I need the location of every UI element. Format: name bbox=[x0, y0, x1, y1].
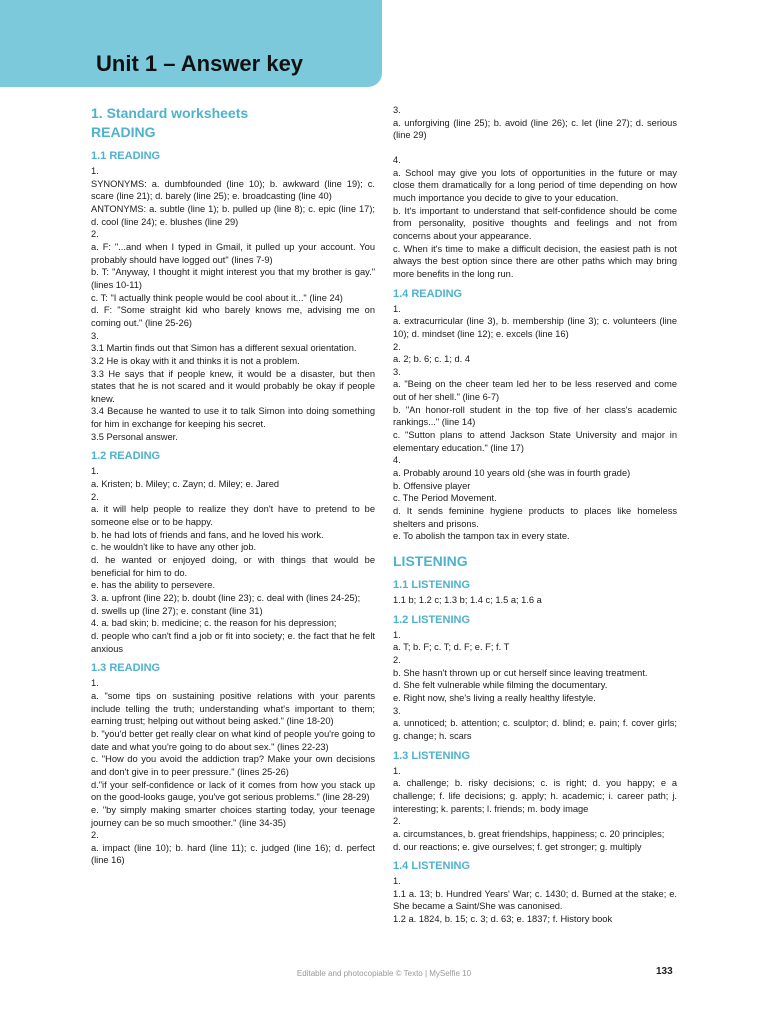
answer-line: a. 2; b. 6; c. 1; d. 4 bbox=[393, 354, 471, 365]
item-number: 3. bbox=[91, 330, 99, 341]
answer-line: b. Offensive player bbox=[393, 480, 471, 491]
answer-line: b. "you'd better get really clear on what kind of people you're going to date and what you're going to do about sex." (lines 22-23) bbox=[91, 728, 375, 752]
item-number: 1. bbox=[393, 629, 401, 640]
answer-synonyms: SYNONYMS: a. dumbfounded (line 10); b. awkward (line 19); c. scare (line 21); d. barely (line 25); e. broadcasting (line 40) bbox=[91, 178, 375, 202]
answer-line: c. "How do you avoid the addiction trap? Make your own decisions and don't give in to peer pressure." (lines 25-26) bbox=[91, 754, 375, 777]
answer-line: e. To abolish the tampon tax in every state. bbox=[393, 531, 570, 542]
item-number: 2. bbox=[91, 229, 99, 240]
answer-line: e. Right now, she's living a really healthy lifestyle. bbox=[393, 692, 596, 703]
answer-line: c. "Sutton plans to attend Jackson State University and major in elementary education." (line 17) bbox=[393, 430, 677, 453]
answer-line: a. circumstances, b. great friendships, happiness; c. 20 principles; bbox=[393, 828, 665, 839]
left-column bbox=[91, 104, 375, 867]
answer-line: c. The Period Movement. bbox=[393, 493, 497, 504]
item-number: 1. bbox=[91, 166, 99, 176]
item-number: 1. bbox=[393, 876, 401, 887]
answer-line: d. It sends feminine hygiene products to places like homeless shelters and prisons. bbox=[393, 506, 677, 529]
answer-antonyms: ANTONYMS: a. subtle (line 1); b. pulled up (line 8); c. epic (line 17); d. cool (line 24); e. blushes (line 29) bbox=[91, 203, 375, 227]
answer-line: 4. a. bad skin; b. medicine; c. the reason for his depression; bbox=[91, 618, 337, 629]
heading-1-3-listening: 1.3 LISTENING bbox=[393, 749, 471, 762]
item-number: 1. bbox=[91, 466, 99, 477]
page-number: 133 bbox=[656, 966, 673, 977]
answer-line: d. swells up (line 27); e. constant (line 31) bbox=[91, 605, 263, 616]
right-column bbox=[393, 104, 677, 926]
item-number: 1. bbox=[393, 765, 401, 776]
answer-line: 3.1 Martin finds out that Simon has a different sexual orientation. bbox=[91, 343, 357, 354]
answer-line: 3.2 He is okay with it and thinks it is not a problem. bbox=[91, 355, 300, 366]
answer-line: b. T: "Anyway, I thought it might interest you that my brother is gay." (lines 10-11) bbox=[91, 267, 375, 290]
item-number: 2. bbox=[393, 341, 401, 352]
heading-1-4-reading: 1.4 READING bbox=[393, 287, 463, 300]
heading-1-2-listening: 1.2 LISTENING bbox=[393, 613, 471, 626]
heading-1-1-listening: 1.1 LISTENING bbox=[393, 579, 471, 591]
answer-line: a. Probably around 10 years old (she was in fourth grade) bbox=[393, 468, 631, 479]
item-number: 2. bbox=[393, 654, 401, 665]
answer-line: d. She felt vulnerable while filming the documentary. bbox=[393, 680, 608, 691]
item-number: 3. bbox=[393, 366, 401, 377]
answer-line: a. unforgiving (line 25); b. avoid (line 26); c. let (line 27); d. serious (line 29) bbox=[393, 117, 677, 141]
answer-line: d. he wanted or enjoyed doing, or with things that would be beneficial for him to do. bbox=[91, 555, 375, 578]
answer-line: a. impact (line 10); b. hard (line 11); c. judged (line 16); d. perfect (line 16) bbox=[91, 842, 375, 866]
answer-line: 3.3 He says that if people knew, it would be a disaster, but then states that he is not scared and it would probably be okay if people knew. bbox=[91, 368, 375, 404]
answer-line: d. our reactions; e. give ourselves; f. get stronger; g. multiply bbox=[393, 841, 642, 852]
answer-line: e. has the ability to persevere. bbox=[91, 580, 216, 591]
item-number: 4. bbox=[393, 154, 401, 165]
answer-line: a. it will help people to realize they don't have to pretend to be someone else or to be happy. bbox=[91, 504, 375, 528]
answer-line: c. T: "I actually think people would be cool about it..." (line 24) bbox=[91, 292, 343, 303]
answer-line: b. She hasn't thrown up or cut herself since leaving treatment. bbox=[393, 667, 648, 678]
answer-line: d. people who can't find a job or fit into society; e. the fact that he felt anxious bbox=[91, 630, 375, 654]
footer-copyright: Editable and photocopiable © Texto | MySelfie 10 bbox=[296, 969, 472, 978]
section-title: 1. Standard worksheets bbox=[91, 105, 249, 121]
answer-line: b. "An honor-roll student in the top five of her class's academic rankings..." (line 14) bbox=[393, 404, 677, 428]
item-number: 2. bbox=[91, 491, 99, 502]
heading-1-3-reading: 1.3 READING bbox=[91, 662, 161, 675]
answer-line: a. challenge; b. risky decisions; c. is right; d. you happy; e a challenge; f. life decisions; g. apply; h. academic; i. career path; j. interesting; k. parents; l. friends; m. body image bbox=[393, 778, 677, 814]
answer-line: 3. a. upfront (line 22); b. doubt (line 23); c. deal with (lines 24-25); bbox=[91, 593, 361, 603]
heading-1-4-listening: 1.4 LISTENING bbox=[393, 860, 471, 873]
heading-1-1-reading: 1.1 READING bbox=[91, 150, 161, 162]
answer-line: a. School may give you lots of opportunities in the future or may close them dramatically for a long period of time depending on how much importance you decide to give to your education. bbox=[393, 167, 677, 203]
answer-line: 3.4 Because he wanted to use it to talk Simon into doing something for him in exchange for keeping his secret. bbox=[91, 406, 375, 430]
answer-line: b. It's important to understand that self-confidence should be come from personality, positive thoughts and feelings and not from concerns about your appearance. bbox=[393, 205, 677, 241]
answer-line: 1.1 b; 1.2 c; 1.3 b; 1.4 c; 1.5 a; 1.6 a bbox=[393, 595, 542, 605]
item-number: 4. bbox=[393, 455, 401, 466]
listening-title: LISTENING bbox=[393, 553, 468, 569]
answer-line: 3.5 Personal answer. bbox=[91, 431, 178, 442]
answer-line: a. "Being on the cheer team led her to be less reserved and come out of her shell." (line 6-7) bbox=[393, 379, 677, 403]
answer-line: c. he wouldn't like to have any other job. bbox=[91, 542, 257, 553]
item-number: 1. bbox=[91, 678, 99, 689]
answer-line: a. extracurricular (line 3), b. membership (line 3); c. volunteers (line 10); d. mindset (line 12); e. excels (line 16) bbox=[393, 316, 677, 339]
answer-line: a. "some tips on sustaining positive relations with your parents include telling the truth; understanding what's important to them; earning trust; helping out without being asked." (line 18-20) bbox=[91, 690, 375, 727]
answer-line: b. he had lots of friends and fans, and he loved his work. bbox=[91, 529, 324, 540]
answer-line: 1.1 a. 13; b. Hundred Years' War; c. 1430; d. Burned at the stake; e. She became a Saint/She was canonised. bbox=[393, 888, 677, 912]
item-number: 3. bbox=[393, 705, 401, 716]
item-number: 3. bbox=[393, 105, 401, 115]
answer-line: a. unnoticed; b. attention; c. sculptor; d. blind; e. pain; f. cover girls; g. change; h. scars bbox=[393, 718, 677, 741]
page-title: Unit 1 – Answer key bbox=[96, 51, 304, 76]
reading-title: READING bbox=[91, 124, 156, 140]
answer-line: d."if your self-confidence or lack of it comes from how you stack up on the good-looks gauge, you've got serious problems." (line 28-29) bbox=[91, 779, 375, 803]
answer-line: a. F: "...and when I typed in Gmail, it pulled up your account. You probably should have logged out" (lines 7-9) bbox=[91, 241, 375, 265]
answer-line: c. When it's time to make a difficult decision, the easiest path is not always the best option since there are other paths which may bring more benefits in the long run. bbox=[393, 243, 677, 279]
heading-1-2-reading: 1.2 READING bbox=[91, 450, 161, 463]
answer-line: d. F: "Some straight kid who barely knows me, advising me on coming out." (line 25-26) bbox=[91, 305, 375, 328]
answer-line: 1.2 a. 1824, b. 15; c. 3; d. 63; e. 1837; f. History book bbox=[393, 914, 613, 925]
answer-line: e. "by simply making smarter choices starting today, your teenage journey can be so much smoother." (line 34-35) bbox=[91, 804, 375, 828]
item-number: 2. bbox=[393, 816, 401, 827]
answer-line: a. Kristen; b. Miley; c. Zayn; d. Miley; e. Jared bbox=[91, 479, 280, 490]
item-number: 1. bbox=[393, 303, 401, 314]
item-number: 2. bbox=[91, 830, 99, 841]
answer-line: a. T; b. F; c. T; d. F; e. F; f. T bbox=[393, 642, 510, 653]
